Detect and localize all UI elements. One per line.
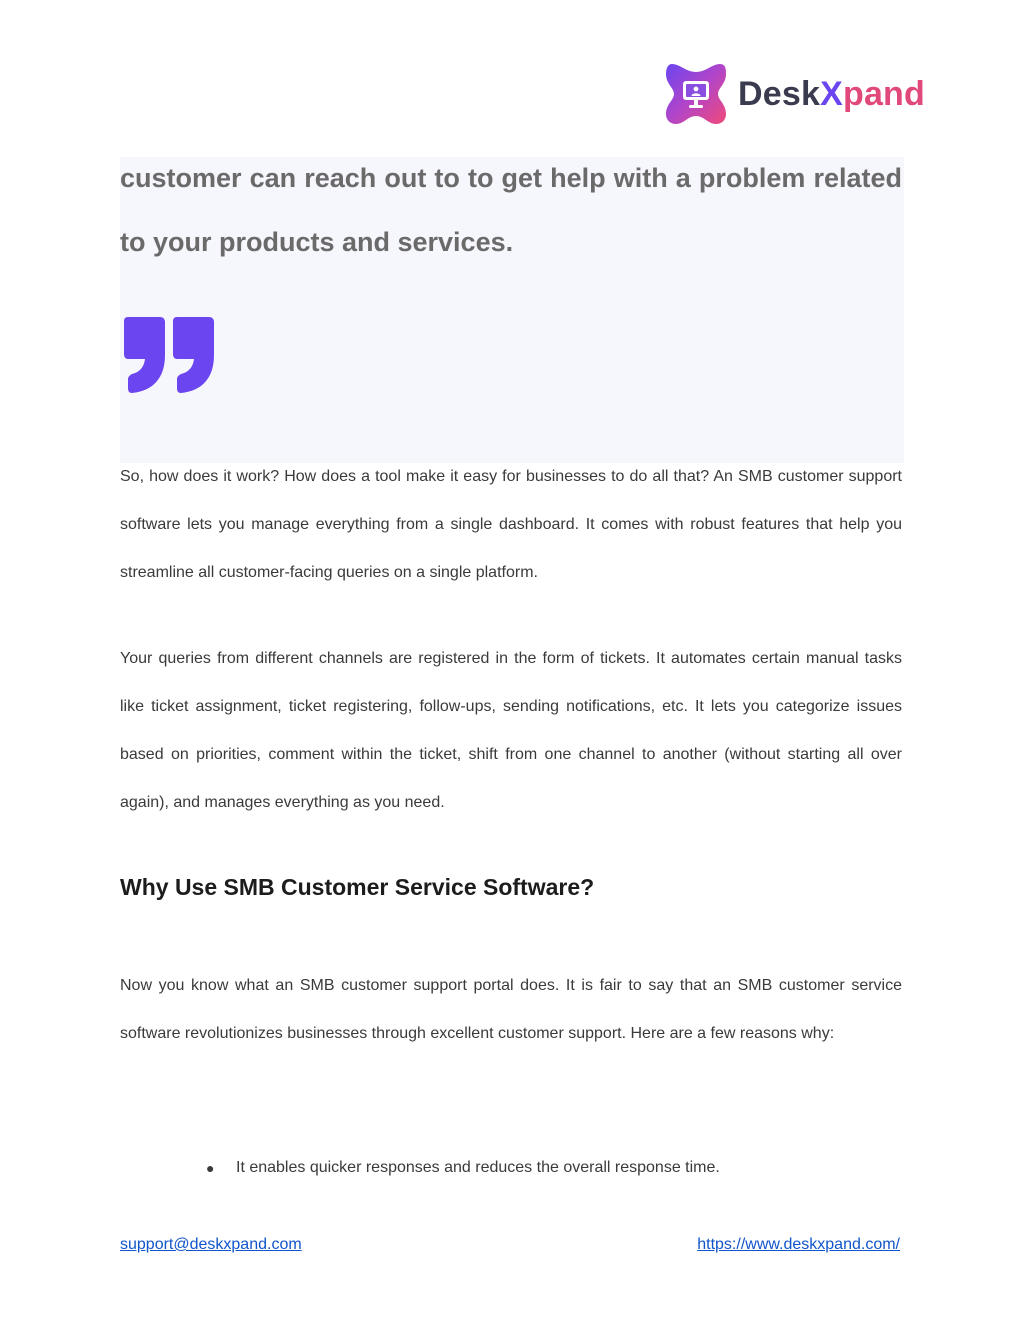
logo-wordmark xyxy=(738,75,925,114)
deskxpand-monitor-icon xyxy=(664,62,728,126)
logo-text-desk: Desk xyxy=(738,74,821,113)
pull-quote-box xyxy=(120,157,904,463)
bullet-marker: ● xyxy=(206,1160,215,1176)
logo-text-pand: pand xyxy=(842,74,925,113)
body-paragraph-reasons: Now you know what an SMB customer support portal does. It is fair to say that an SMB customer service software revolutionizes businesses through excellent customer support. Here are a few reasons why: xyxy=(120,977,902,1042)
body-paragraph-how-it-works: So, how does it work? How does a tool make it easy for businesses to do all that? An SMB customer support software lets you manage everything from a single dashboard. It comes with robust features that help you streamline all customer-facing queries on a single platform. xyxy=(120,468,902,581)
footer-website-link[interactable]: https://www.deskxpand.com/ xyxy=(697,1236,900,1253)
body-paragraph-tickets: Your queries from different channels are registered in the form of tickets. It automates certain manual tasks like ticket assignment, ticket registering, follow-ups, sending notifications, etc. It lets you categorize issues based on priorities, comment within the ticket, shift from one channel to another (without starting all over again), and manages everything as you need. xyxy=(120,650,902,811)
deskxpand-logo xyxy=(664,60,925,128)
pull-quote-text: customer can reach out to to get help with a problem related to your products and services. xyxy=(120,163,902,257)
section-heading: Why Use SMB Customer Service Software? xyxy=(120,874,595,900)
footer-email-link[interactable]: support@deskxpand.com xyxy=(120,1236,302,1253)
bullet-text: It enables quicker responses and reduces the overall response time. xyxy=(236,1159,720,1176)
bullet-item xyxy=(206,1144,720,1192)
logo-text-x: X xyxy=(820,74,843,113)
closing-quote-icon xyxy=(124,317,214,393)
